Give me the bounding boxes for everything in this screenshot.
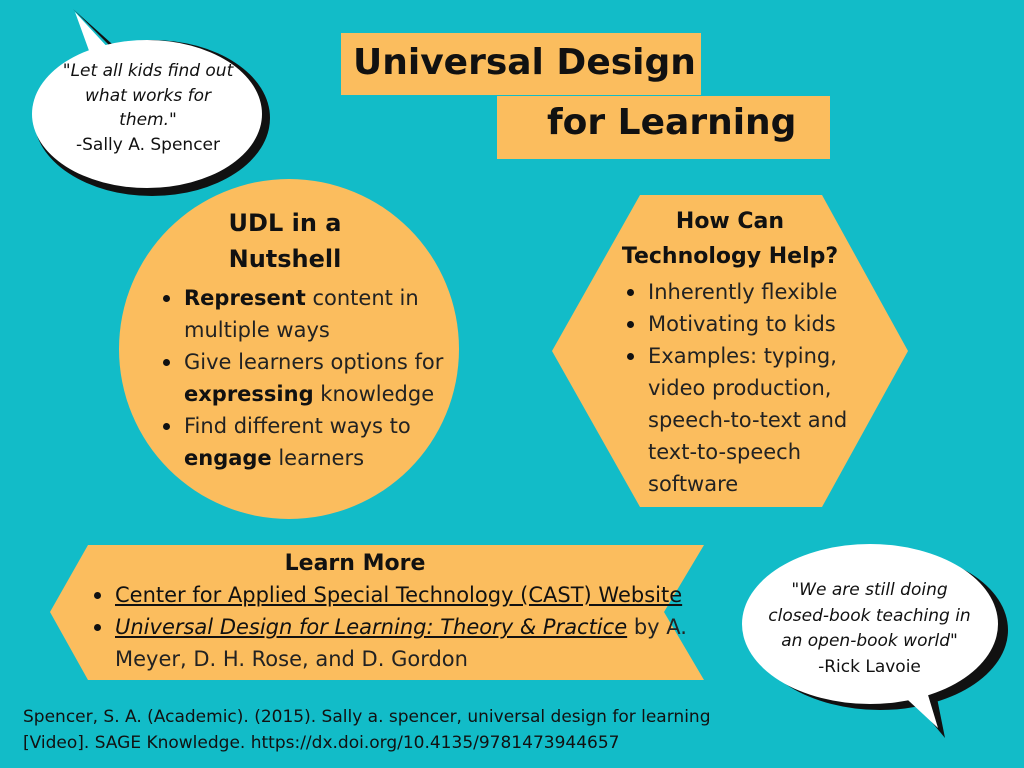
tech-title-line-2: Technology Help? — [621, 244, 839, 270]
quote-bottom-text: "We are still doing closed-book teaching in an open-book world" — [768, 580, 971, 651]
quote-top — [58, 59, 238, 158]
tech-item-examples: Examples: typing, video production, speech-to-text and text-to-speech software — [625, 340, 860, 500]
udl-item-3-pre: Find different ways to — [184, 414, 411, 438]
tech-item-flexible: Inherently flexible — [625, 276, 860, 308]
quote-bottom — [762, 578, 977, 680]
udl-item-3-bold: engage — [184, 446, 272, 470]
learn-more-list — [92, 579, 692, 675]
tech-title — [600, 204, 860, 274]
learn-more-item-book — [92, 611, 692, 675]
cast-website-link[interactable]: Center for Applied Special Technology (CAST) Website — [115, 583, 683, 607]
quote-bottom-author: -Rick Lavoie — [818, 656, 921, 677]
tech-item-motivating: Motivating to kids — [625, 308, 860, 340]
learn-more-title: Learn More — [284, 551, 426, 576]
udl-list — [161, 282, 461, 474]
title-line-1: Universal Design — [341, 33, 701, 95]
citation: Spencer, S. A. (Academic). (2015). Sally a. spencer, universal design for learning [Video]. SAGE Knowledge. https://dx.doi.org/10.4135/9781473944657 — [23, 707, 711, 753]
udl-title-line-1: UDL in a — [228, 209, 342, 237]
quote-top-text: "Let all kids find out what works for them." — [62, 61, 234, 131]
udl-item-1-rest: content in multiple ways — [184, 286, 419, 342]
udl-item-2-pre: Give learners options for — [184, 350, 444, 374]
quote-top-author: -Sally A. Spencer — [75, 134, 220, 155]
udl-item-2-bold: expressing — [184, 382, 314, 406]
udl-item-represent — [161, 282, 461, 346]
udl-item-1-bold: Represent — [184, 286, 306, 310]
tech-title-line-1: How Can — [675, 209, 785, 234]
title-line-2: for Learning — [497, 96, 830, 159]
udl-title — [190, 205, 380, 277]
udl-item-engage — [161, 410, 461, 474]
udl-book-authors: by A. Meyer, D. H. Rose, and D. Gordon — [115, 615, 687, 671]
udl-item-express — [161, 346, 461, 410]
udl-title-line-2: Nutshell — [228, 245, 342, 273]
learn-more-item-cast — [92, 579, 692, 611]
tech-list — [625, 276, 860, 500]
udl-item-2-rest: knowledge — [313, 382, 435, 406]
udl-book-link[interactable]: Universal Design for Learning: Theory & Practice — [115, 615, 628, 639]
udl-item-3-rest: learners — [271, 446, 365, 470]
